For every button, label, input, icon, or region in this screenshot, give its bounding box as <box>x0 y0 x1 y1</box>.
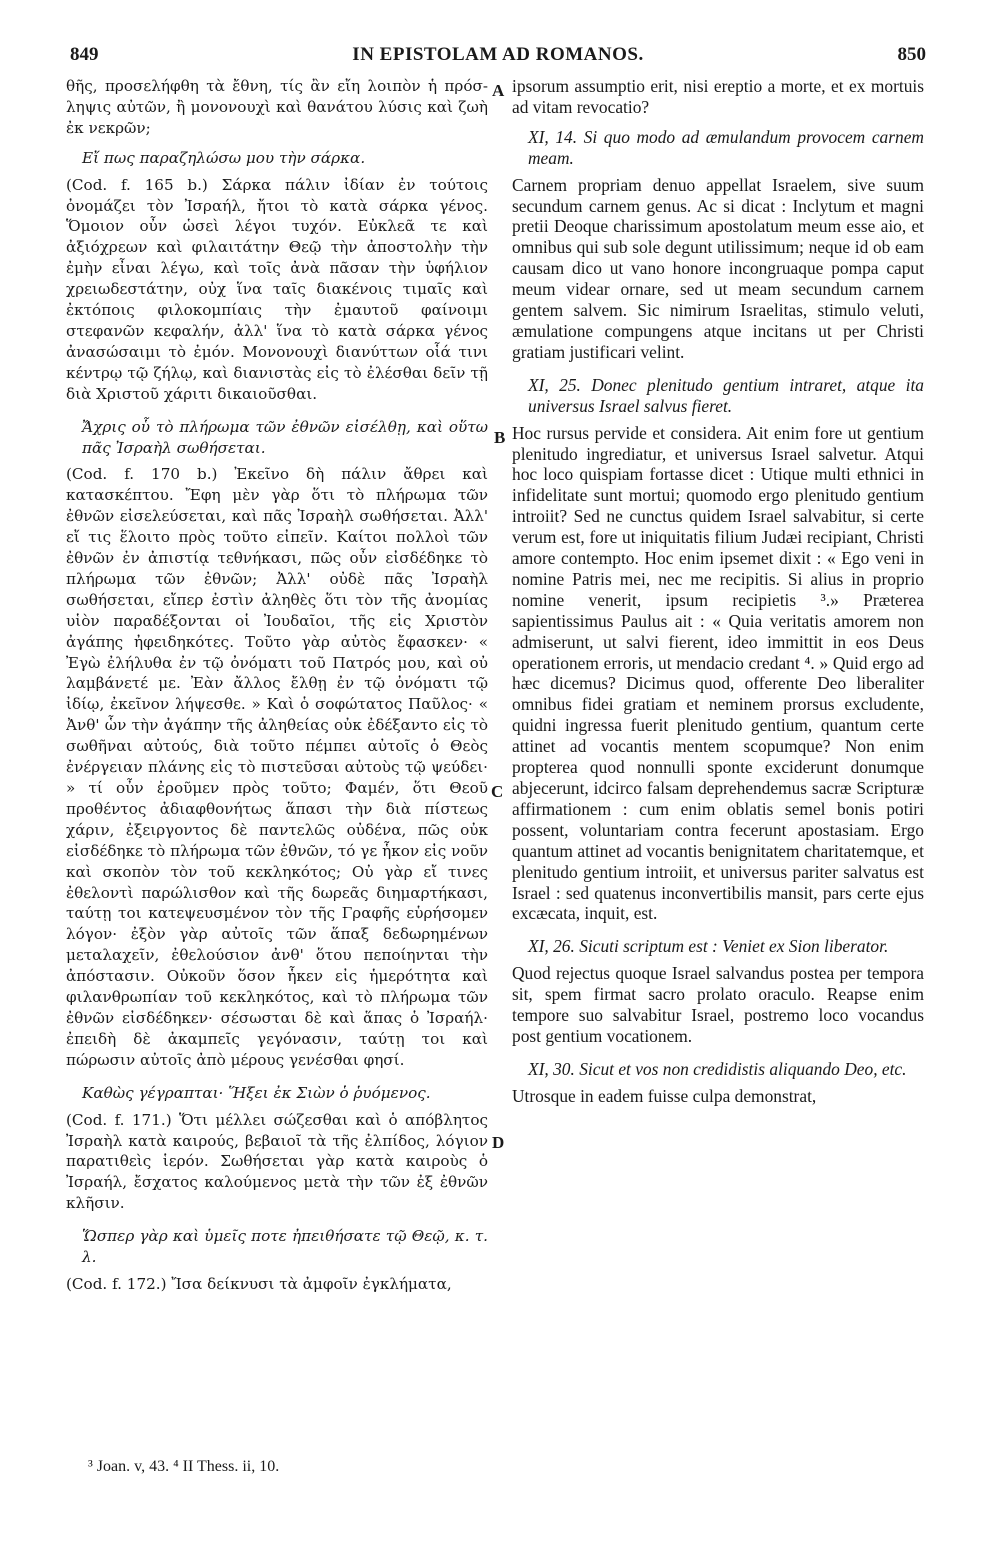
margin-letter-b: B <box>494 428 506 447</box>
latin-text-column <box>512 76 924 1451</box>
paragraph: (Cod. f. 172.) Ἴσα δείκνυσι τὰ ἀμφοῖν ἐγκλήματα, <box>66 1274 452 1293</box>
paragraph: (Cod. f. 170 b.) Ἐκεῖνο δὴ πάλιν ἄθρει καὶ κατασκέπτου. Ἔφη μὲν γὰρ ὅτι τὸ πλήρωμα τῶν ἐθνῶν εἰσελεύσεται, καὶ πᾶς Ἰσραὴλ σωθήσεται. Ἀλλ' εἴ τις ἕλοιτο πρὸς τοῦτο εἰπεῖν. Καίτοι πολλοὶ τῶν ἐθνῶν ἐν ἀπιστίᾳ τεθνήκασι, πῶς οὖν εἰσδέδηκε τὸ πλήρωμα τῶν ἐθνῶν; Ἀλλ' οὐδὲ πᾶς Ἰσραὴλ σωθήσεται, εἴπερ ἐστὶν ἀληθὲς ὅτι τὸν τῆς ἀνομίας υἱὸν παραδέξονται οἱ Ἰουδαῖοι, τῆς εἰς Χριστὸν ἀγάπης ἠφειδηκότες. Τοῦτο γὰρ αὐτὸς ἔφασκεν· « Ἐγὼ ἐλήλυθα ἐν τῷ ὀνόματι τοῦ Πατρός μου, καὶ οὐ λαμβάνετέ με. Ἐὰν ἄλλος ἔλθῃ ἐν τῷ ὀνόματι τῷ ἰδίῳ, ἐκεῖνον λήψεσθε. » Καὶ ὁ σοφώτατος Παῦλος· « Ἀνθ' ὧν τὴν ἀγάπην τῆς ἀληθείας οὐκ ἐδέξαντο εἰς τὸ σωθῆναι αὐτούς, διὰ τοῦτο πέμπει αὐτοῖς ὁ Θεὸς ἐνέργειαν πλάνης εἰς τὸ πιστεῦσαι αὐτοὺς τῷ ψεύδει· » τί οὖν ἐροῦμεν πρὸς τοῦτο; Φαμέν, ὅτι Θεοῦ προθέντος ἀδιαφθονήτως ἅπασι τὴν διὰ πίστεως χάριν, ἐξειργοντος δὲ παντελῶς οὐδένα, πῶς οὐκ εἰσδέδηκε τὸ πλήρωμα τῶν ἐθνῶν, τό γε ἧκον εἰς νοῦν καὶ σκοπὸν τὸν τοῦ κεκληκότος; Οὐ γὰρ εἴ τινες ἐθελοντὶ παρώλισθον καὶ τῆς δωρεᾶς διημαρτήκασι, ταύτῃ τοι κατεψευσμένον τὸν τῆς Γραφῆς εὑρήσομεν λόγον· ἐξὸν γὰρ αὐτοῖς τῶν ἅπαξ δεδωρημένων μεταλαχεῖν, ἐθελούσιον ἀνθ' ὅτου πεποίηνται τὴν ἀπόστασιν. Οὐκοῦν ὅσον ἧκεν εἰς ἡμερότητα καὶ φιλανθρωπίαν τοῦ κεκληκότος, καὶ τὸ πλήρωμα τῶν ἐθνῶν εἰσδέδηκεν· σέσωσται δὲ καὶ ἅπας ὁ Ἰσραήλ· ἐπειδὴ δὲ ἀκαμπεῖς γεγόνασιν, ταύτῃ τοι καὶ πώρωσιν αὐτοῖς ἀπὸ μέρους γενέσθαι φησί. <box>66 465 488 1069</box>
scripture-lemma: Ὥσπερ γὰρ καὶ ὑμεῖς ποτε ἠπειθήσατε τῷ Θεῷ, κ. τ. λ. <box>82 1227 488 1267</box>
paragraph: Carnem propriam denuo appellat Israelem, sive suum secundum carnem genus. Ac si dicat : Inclytum et magni pretii Deoque charissimum apostolatum meum esse aio, et omnibus qui sub sole degunt utilissimum; neque id ob eam causam dico ut vano honore incongruaque pompa caput meum videar ornare, sed ut meam secundum carnem gentem salvem. Sic nimirum Israelitas, stimulo veluti, æmulatione compungens atque incitans ut per Christi gratiam justificari velint. <box>512 174 924 362</box>
running-header <box>70 44 926 72</box>
paragraph: Utrosque in eadem fuisse culpa demonstrat, <box>512 1085 817 1106</box>
scripture-lemma: XI, 14. Si quo modo ad æmulandum provocem carnem meam. <box>528 126 924 168</box>
scripture-lemma: XI, 25. Donec plenitudo gentium intraret, atque ita universus Israel salvus fieret. <box>528 374 924 416</box>
running-title: IN EPISTOLAM AD ROMANOS. <box>352 44 644 65</box>
paragraph: Hoc rursus pervide et considera. Ait enim fore ut gentium plenitudo ingrediatur, et universus Israel salvetur. Atqui hoc loco quispiam fortasse dicet : Utique multi ethnici in infidelitate sunt mortui; quomodo ergo plenitudo gentium introiit? Sed ne cunctus quidem Israel salvabitur, si certe verum est, fore ut iniquitatis filium Judæi recipiant, Christi amore contempto. Hoc enim ipsemet dixit : « Ego veni in nomine Patris mei, nec me recipitis. Si alius in proprio nomine venerit, ipsum recipietis ³.» Præterea sapientissimus Paulus ait : « Quia veritatis amorem non admiserunt, ut salvi fierent, ideo immittit in eos Deus operationem erroris, ut mendacio credant ⁴. » Quid ergo ad hæc dicemus? Dicimus quod, offerente Deo liberaliter omnibus fidei gratiam et neminem prorsus excludente, quidni ingressa fuerit plenitudo gentium, quantum certe attinet ad vocantis mentem scopumque? Non enim propterea quod nonnulli sponte exciderunt donumque abjecerunt, idcirco falsam deprehendemus sacræ Scripturæ affirmationem : cum enim oblatis semel bonis potiri possent, voluntariam contra fecerunt apostasiam. Ergo quantum attinet ad vocantis benignitatem charitatemque, et plenitudo gentium introiit, et universus pariter salvatus est Israel : sed quatenus inconvertibilis mansit, pars certe ejus excæcata, inquit, est. <box>512 422 924 924</box>
margin-letter-a: A <box>492 81 505 100</box>
scripture-lemma: Εἴ πως παραζηλώσω μου τὴν σάρκα. <box>82 148 366 167</box>
page-number-left: 849 <box>70 44 99 65</box>
margin-letter-c: C <box>491 782 504 801</box>
footnotes: ³ Joan. v, 43. ⁴ II Thess. ii, 10. <box>88 1458 280 1475</box>
paragraph: ipsorum assumptio erit, nisi ereptio a morte, et ex mortuis ad vitam revocatio? <box>512 76 924 117</box>
scripture-lemma: Ἄχρις οὗ τὸ πλήρωμα τῶν ἐθνῶν εἰσέλθῃ, καὶ οὕτω πᾶς Ἰσραὴλ σωθήσεται. <box>82 417 488 457</box>
greek-text-column <box>66 76 488 1451</box>
paragraph: θῆς, προσελήφθη τὰ ἔθνη, τίς ἂν εἴη λοιπὸν ἡ πρόσ-ληψις αὐτῶν, ἢ μονονουχὶ καὶ θανάτου λύσις καὶ ζωὴ ἐκ νεκρῶν; <box>66 77 488 137</box>
scripture-lemma: XI, 30. Sicut et vos non credidistis aliquando Deo, etc. <box>528 1058 907 1079</box>
page-number-right: 850 <box>897 44 926 65</box>
margin-letter-d: D <box>492 1133 505 1152</box>
scripture-lemma: XI, 26. Sicuti scriptum est : Veniet ex Sion liberator. <box>528 936 889 957</box>
paragraph: (Cod. f. 171.) Ὅτι μέλλει σώζεσθαι καὶ ὁ απόβλητος Ἰσραὴλ κατὰ καιρούς, βεβαιοῖ τὰ τῆς ἐλπίδος, λόγιον παρατιθεὶς ἱερόν. Σωθήσεται γὰρ κατὰ καιροὺς ὁ Ἰσραήλ, ἔσχατος καλούμενος μετὰ τὴν τῶν ἐξ ἐθνῶν κλῆσιν. <box>66 1110 488 1213</box>
paragraph: (Cod. f. 165 b.) Σάρκα πάλιν ἰδίαν ἐν τούτοις ὀνομάζει τὸν Ἰσραήλ, ἤτοι τὸ κατὰ σάρκα γένος. Ὅμοιον οὖν ὡσεὶ λέγοι τυχόν. Εὐκλεᾶ τε καὶ ἀξιόχρεων καὶ φιλαιτάτην Θεῷ τὴν ἀποστολὴν τὴν ἐμὴν εἶναι λέγω, καὶ τοῖς ἀνὰ πᾶσαν τὴν ὑφήλιον χρειωδεστάτην, οὐχ ἵνα ταῖς διακένοις τιμαῖς καὶ ἐκτόποις φιλοκομπίαις τὴν ἐμαυτοῦ φαίνοιμι στεφανῶν κεφαλήν, ἀλλ' ἵνα τὸ κατὰ σάρκα γένος ἀνασώσαιμι τὸ ἐμόν. Μονονουχὶ διανύττων οἷά τινι κέντρῳ τῷ ζήλῳ, καὶ διανιστὰς εἰς τὸ ἐλέσθαι δεῖν τῇ διὰ Χριστοῦ χάριτι δικαιοῦσθαι. <box>66 175 488 403</box>
scripture-lemma: Καθὼς γέγραπται· Ἥξει ἐκ Σιὼν ὁ ῥυόμενος. <box>82 1083 431 1102</box>
paragraph: Quod rejectus quoque Israel salvandus postea per tempora sit, spem firmat sacro prolato oraculo. Reapse enim tempore suo salvabitur Israel, postremo loco vocandus post gentium vocationem. <box>512 963 924 1046</box>
